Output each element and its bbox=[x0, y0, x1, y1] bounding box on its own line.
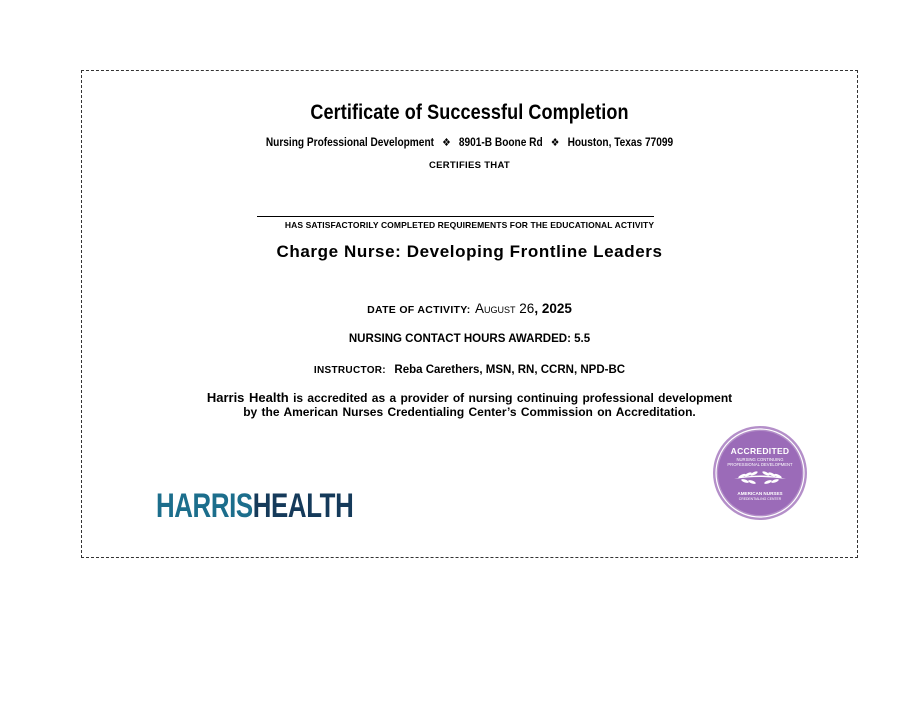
seal-inner-disc bbox=[718, 431, 802, 515]
logo-part-health: HEALTH bbox=[252, 487, 354, 525]
accreditation-seal bbox=[712, 425, 808, 521]
instructor-label: INSTRUCTOR: bbox=[313, 365, 386, 376]
address-city: Houston, Texas bbox=[567, 137, 643, 149]
address-zip: 77099 bbox=[644, 137, 674, 149]
accreditation-org: Harris Health bbox=[206, 390, 289, 405]
contact-hours: NURSING CONTACT HOURS AWARDED: 5.5 bbox=[348, 331, 591, 345]
seal-subtitle-2: PROFESSIONAL DEVELOPMENT bbox=[727, 462, 793, 467]
completion-statement: HAS SATISFACTORILY COMPLETED REQUIREMENTS FOR THE EDUCATIONAL ACTIVITY bbox=[284, 220, 655, 230]
certifies-that-text: CERTIFIES THAT bbox=[428, 160, 511, 171]
date-month-day: August 26 bbox=[475, 301, 535, 316]
separator-icon: ❖ bbox=[442, 137, 451, 149]
accreditation-line-2: by the American Nurses Credentialing Center’s Commission on Accreditation. bbox=[243, 405, 696, 419]
harris-health-logo bbox=[156, 489, 353, 523]
recipient-name-line bbox=[257, 216, 654, 217]
address-street: 8901-B Boone Rd bbox=[458, 137, 543, 149]
date-value bbox=[475, 301, 572, 316]
instructor bbox=[82, 360, 857, 378]
separator-icon: ❖ bbox=[550, 137, 560, 149]
seal-bottom-2: CREDENTIALING CENTER bbox=[738, 497, 782, 501]
seal-bottom-1: AMERICAN NURSES bbox=[737, 491, 783, 496]
activity-date bbox=[82, 300, 857, 318]
seal-title: ACCREDITED bbox=[730, 446, 790, 456]
date-year: , 2025 bbox=[534, 301, 572, 316]
department-name: Nursing Professional Development bbox=[265, 137, 434, 149]
accreditation-line-1 bbox=[82, 390, 857, 405]
activity-title: Charge Nurse: Developing Frontline Leaders bbox=[276, 242, 663, 261]
instructor-name: Reba Carethers, MSN, RN, CCRN, NPD-BC bbox=[394, 364, 626, 376]
accreditation-line-1-rest: is accredited as a provider of nursing continuing professional development bbox=[288, 391, 733, 405]
date-label: DATE OF ACTIVITY: bbox=[367, 304, 471, 316]
certificate-border bbox=[81, 70, 858, 558]
logo-part-harris: HARRIS bbox=[156, 487, 253, 525]
certificate-title: Certificate of Successful Completion bbox=[310, 101, 629, 124]
department-address bbox=[129, 136, 811, 149]
seal-subtitle-1: NURSING CONTINUING bbox=[736, 457, 784, 462]
